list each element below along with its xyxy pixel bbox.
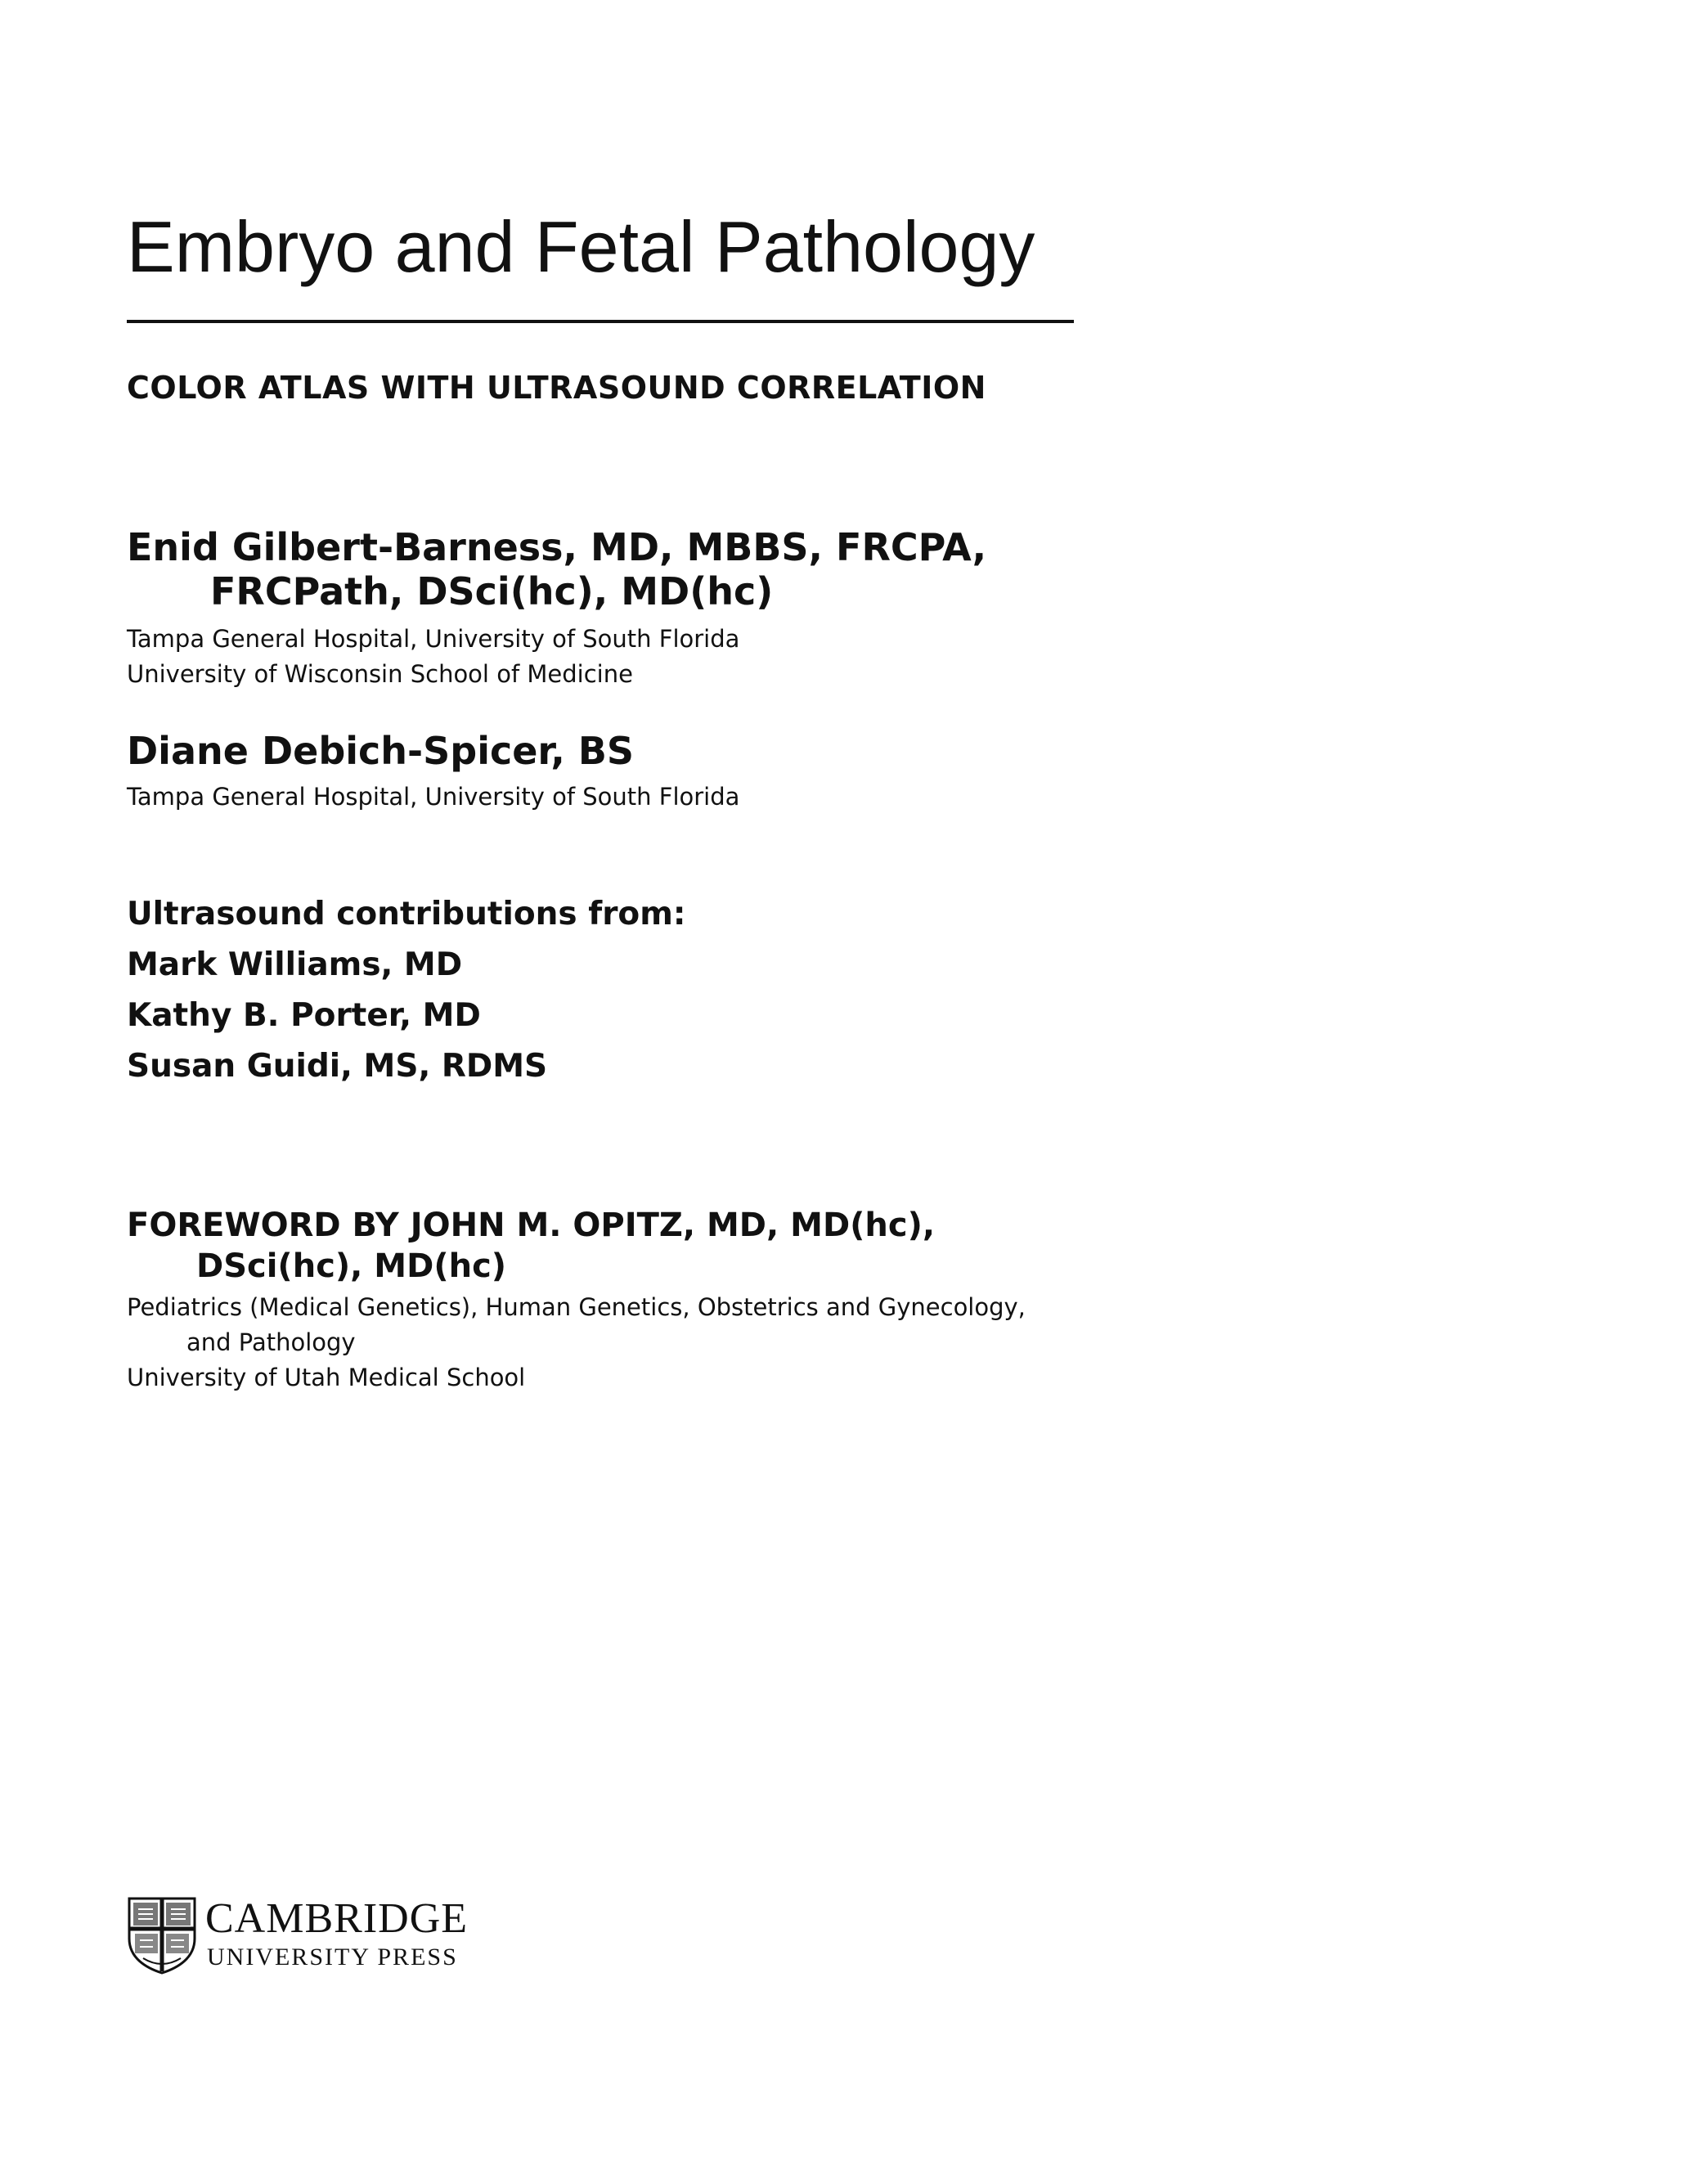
contributions-heading: Ultrasound contributions from: <box>127 896 686 932</box>
author-2-affiliation-1: Tampa General Hospital, University of South Florida <box>127 783 740 811</box>
author-1-name-line2: FRCPath, DSci(hc), MD(hc) <box>210 569 774 613</box>
book-subtitle: COLOR ATLAS WITH ULTRASOUND CORRELATION <box>127 370 986 406</box>
author-1-name-line1: Enid Gilbert-Barness, MD, MBBS, FRCPA, <box>127 525 987 569</box>
foreword-line1: FOREWORD BY JOHN M. OPITZ, MD, MD(hc), <box>127 1207 936 1244</box>
title-rule <box>127 320 1074 323</box>
book-title: Embryo and Fetal Pathology <box>127 206 1035 287</box>
foreword-affiliation-3: University of Utah Medical School <box>127 1364 526 1391</box>
foreword-affiliation-2: and Pathology <box>186 1328 356 1356</box>
publisher-subname: UNIVERSITY PRESS <box>207 1944 458 1971</box>
author-1-affiliation-1: Tampa General Hospital, University of South Florida <box>127 625 740 653</box>
contributor-2: Kathy B. Porter, MD <box>127 997 481 1034</box>
contributor-1: Mark Williams, MD <box>127 946 463 983</box>
publisher-name: CAMBRIDGE <box>205 1895 469 1942</box>
author-1-affiliation-2: University of Wisconsin School of Medicine <box>127 660 633 688</box>
foreword-affiliation-1: Pediatrics (Medical Genetics), Human Genetics, Obstetrics and Gynecology, <box>127 1293 1026 1321</box>
author-2-name: Diane Debich-Spicer, BS <box>127 729 635 773</box>
cambridge-crest-icon <box>127 1896 197 1975</box>
publisher-logo <box>127 1896 495 1978</box>
foreword-line2: DSci(hc), MD(hc) <box>196 1247 507 1285</box>
contributor-3: Susan Guidi, MS, RDMS <box>127 1048 548 1085</box>
